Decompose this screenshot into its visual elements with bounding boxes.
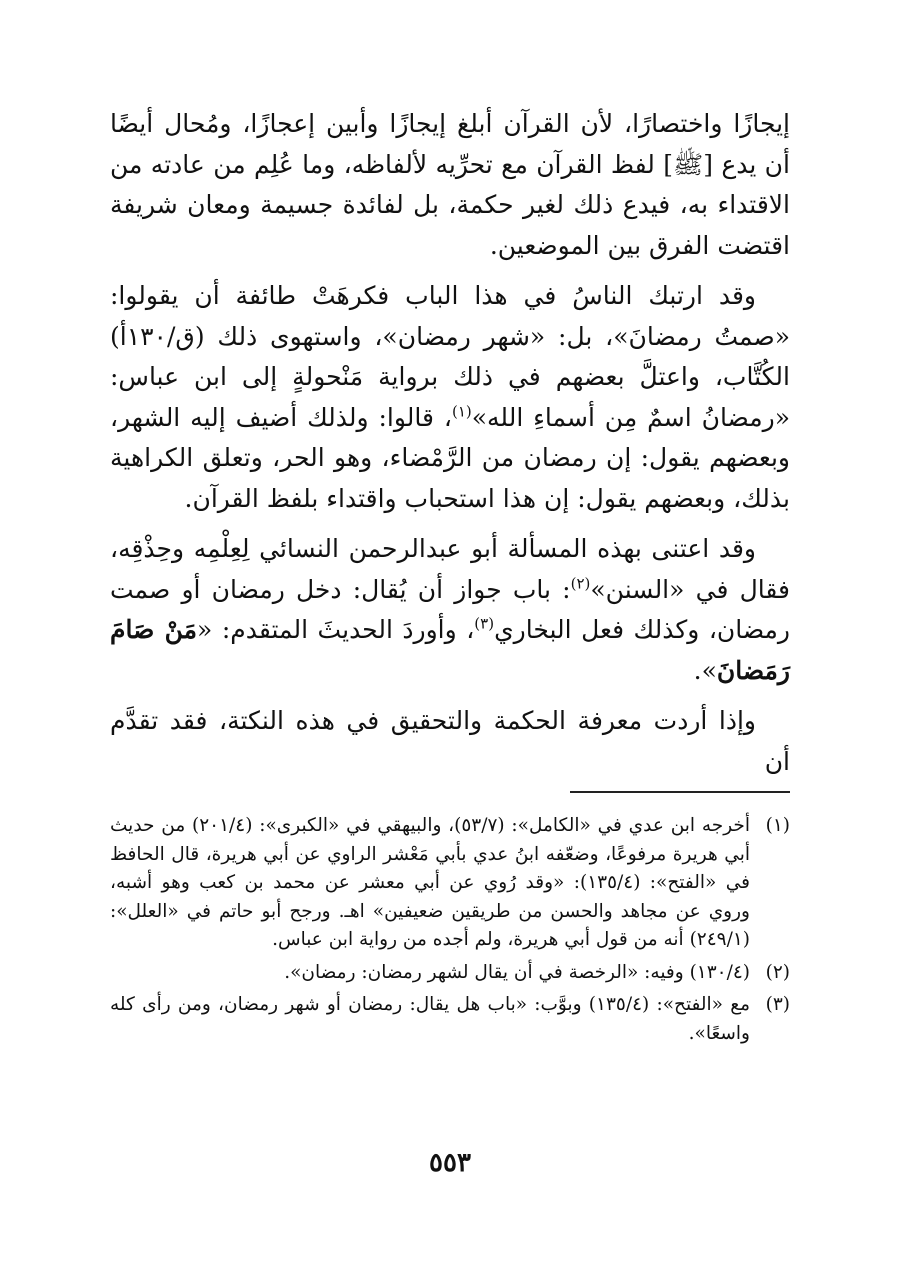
footnote-ref-1[interactable]: (١) <box>451 402 472 421</box>
footnote-1 <box>110 812 790 955</box>
footnote-text: أخرجه ابن عدي في «الكامل»: (٥٣/٧)، والبيهقي في «الكبرى»: (٢٠١/٤) من حديث أبي هريرة مرفوعًا، وضعّفه ابنُ عدي بأبي مَعْشر الراوي عن أبي هريرة، قال الحافظ في «الفتح»: (١٣٥/٤): «وقد رُوي عن أبي معشر عن محمد بن كعب وهو أشبه، وروي عن مجاهد والحسن من طريقين ضعيفين» اهـ. ورجح أبو حاتم في «العلل»: (٢٤٩/١) أنه من قول أبي هريرة، ولم أجده من رواية ابن عباس. <box>110 815 750 950</box>
hadith-quote: مَنْ صَامَ رَمَضانَ <box>110 615 790 685</box>
paragraph-text: ». <box>693 655 717 685</box>
main-text <box>110 104 790 792</box>
paragraph-text: وقد ارتبك الناسُ في هذا الباب فكرهَتْ طائفة أن يقولوا: «صمتُ رمضانَ»، بل: «شهر رمضان»، واستهوى ذلك (ق/١٣٠أ) الكُتَّاب، واعتلَّ بعضهم في ذلك برواية مَنْحولةٍ إلى ابن عباس: «رمضانُ اسمٌ مِن أسماءِ الله» <box>110 281 790 432</box>
paragraph-4 <box>110 701 790 782</box>
footnote-ref-3[interactable]: (٣) <box>474 614 495 633</box>
paragraph-text: : باب جواز أن يُقال: دخل رمضان أو صمت رمضان، وكذلك فعل البخاري <box>110 574 791 644</box>
footnote-divider <box>570 791 790 793</box>
footnote-ref-2[interactable]: (٢) <box>570 574 591 593</box>
footnote-2 <box>110 959 790 988</box>
footnote-3 <box>110 991 790 1048</box>
paragraph-text: وإذا أردت معرفة الحكمة والتحقيق في هذه النكتة، فقد تقدَّم أن <box>110 706 790 776</box>
footnote-number: (٢) <box>765 961 790 983</box>
footnote-number: (٣) <box>765 994 790 1015</box>
paragraph-text: ، وأوردَ الحديثَ المتقدم: « <box>197 615 475 644</box>
page-number: ٥٥٣ <box>429 1148 471 1178</box>
paragraph-3 <box>110 529 790 691</box>
footnotes <box>110 812 790 1052</box>
paragraph-2 <box>110 276 790 519</box>
paragraph-text: ، قالوا: ولذلك أضيف إليه الشهر، وبعضهم يقول: إن رمضان من الرَّمْضاء، وهو الحر، وتعلق الكراهية بذلك، وبعضهم يقول: إن هذا استحباب واقتداء بلفظ القرآن. <box>110 402 790 513</box>
paragraph-text: وقد اعتنى بهذه المسألة أبو عبدالرحمن النسائي لِعِلْمِه وحِذْقِه، فقال في «السنن» <box>110 534 791 604</box>
footnote-text: (١٣٠/٤) وفيه: «الرخصة في أن يقال لشهر رمضان: رمضان». <box>284 961 750 983</box>
paragraph-1 <box>110 104 790 266</box>
footnote-text: مع «الفتح»: (١٣٥/٤) وبوَّب: «باب هل يقال: رمضان أو شهر رمضان، ومن رأى كله واسعًا». <box>110 994 750 1044</box>
footnote-number: (١) <box>765 815 790 836</box>
paragraph-text: إيجازًا واختصارًا، لأن القرآن أبلغ إيجازًا وأبين إعجازًا، ومُحال أيضًا أن يدع [ﷺ] لفظ القرآن مع تحرِّيه لألفاظه، وما عُلِم من عادته من الاقتداء به، فيدع ذلك لغير حكمة، بل لفائدة جسيمة ومعان شريفة اقتضت الفرق بين الموضعين. <box>110 109 790 260</box>
